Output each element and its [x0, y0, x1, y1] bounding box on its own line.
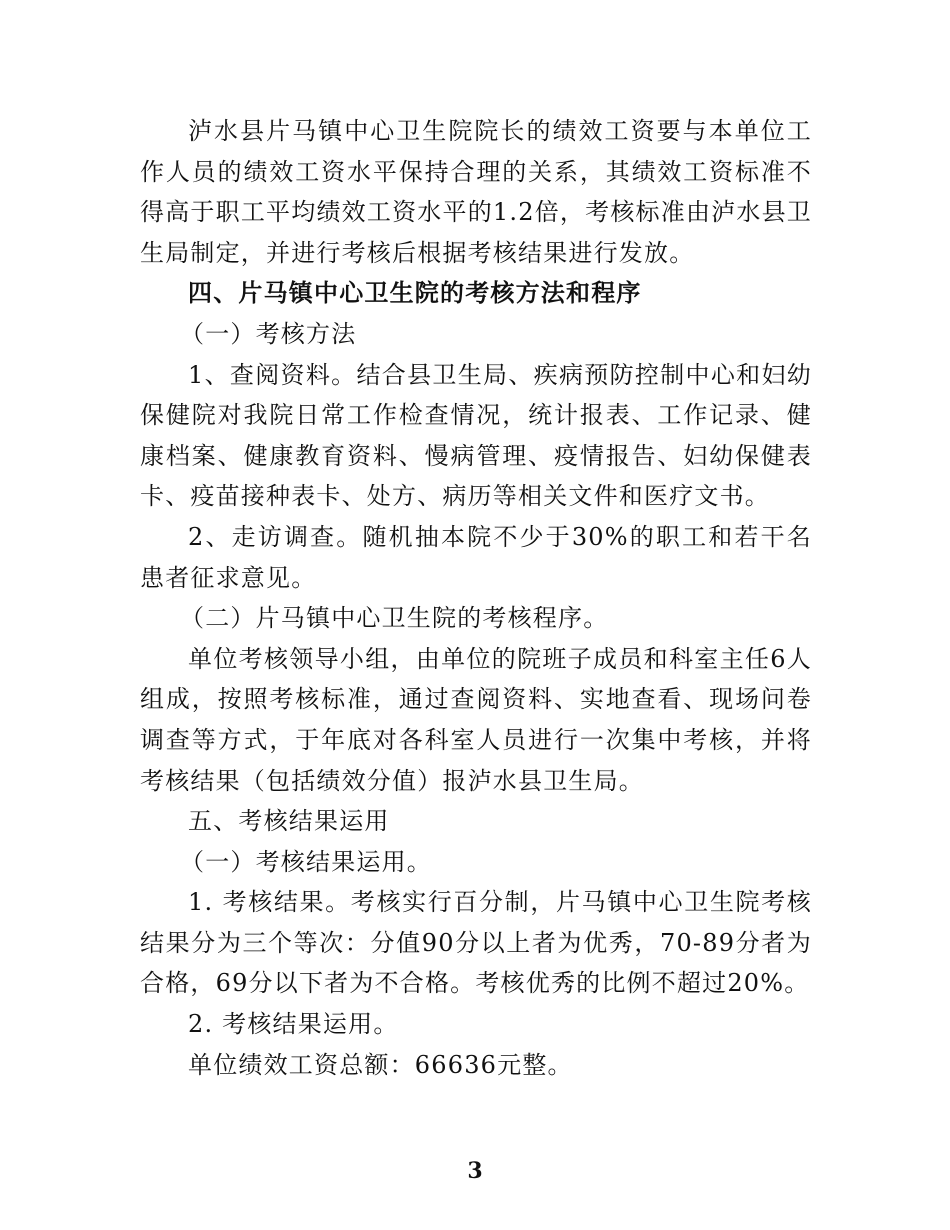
subheading-result-application: （一）考核结果运用。 — [180, 847, 432, 876]
paragraph-principal-salary: 泸水县片马镇中心卫生院院长的绩效工资要与本单位工作人员的绩效工资水平保持合理的关系，其绩效工资标准不得高于职工平均绩效工资水平的1.2倍，考核标准由泸水县卫生局制定，并进行考核后根据考核结果进行发放。 — [140, 117, 812, 267]
paragraph-leadership-group: 单位考核领导小组，由单位的院班子成员和科室主任6人组成，按照考核标准，通过查阅资料、实地查看、现场问卷调查等方式，于年底对各科室人员进行一次集中考核，并将考核结果（包括绩效分值）报泸水县卫生局。 — [140, 644, 812, 795]
heading-section-five: 五、考核结果运用 — [188, 807, 390, 836]
paragraph-review-materials: 1、查阅资料。结合县卫生局、疾病预防控制中心和妇幼保健院对我院日常工作检查情况，统计报表、工作记录、健康档案、健康教育资料、慢病管理、疫情报告、妇幼保健表卡、疫苗接种表卡、处方、病历等相关文件和医疗文书。 — [140, 360, 812, 511]
page-number: 3 — [467, 1158, 483, 1184]
subheading-assessment-method: （一）考核方法 — [180, 319, 357, 348]
paragraph-visit-survey: 2、走访调查。随机抽本院不少于30%的职工和若干名患者征求意见。 — [140, 522, 812, 592]
paragraph-total-salary: 单位绩效工资总额：66636元整。 — [188, 1050, 573, 1079]
paragraph-assessment-results: 1. 考核结果。考核实行百分制，片马镇中心卫生院考核结果分为三个等次：分值90分以上者为优秀，70-89分者为合格，69分以下者为不合格。考核优秀的比例不超过20%。 — [140, 888, 812, 998]
heading-section-four: 四、片马镇中心卫生院的考核方法和程序 — [188, 278, 642, 308]
subheading-assessment-procedure: （二）片马镇中心卫生院的考核程序。 — [180, 604, 609, 633]
document-page — [140, 111, 812, 1085]
paragraph-result-usage: 2. 考核结果运用。 — [188, 1010, 399, 1039]
